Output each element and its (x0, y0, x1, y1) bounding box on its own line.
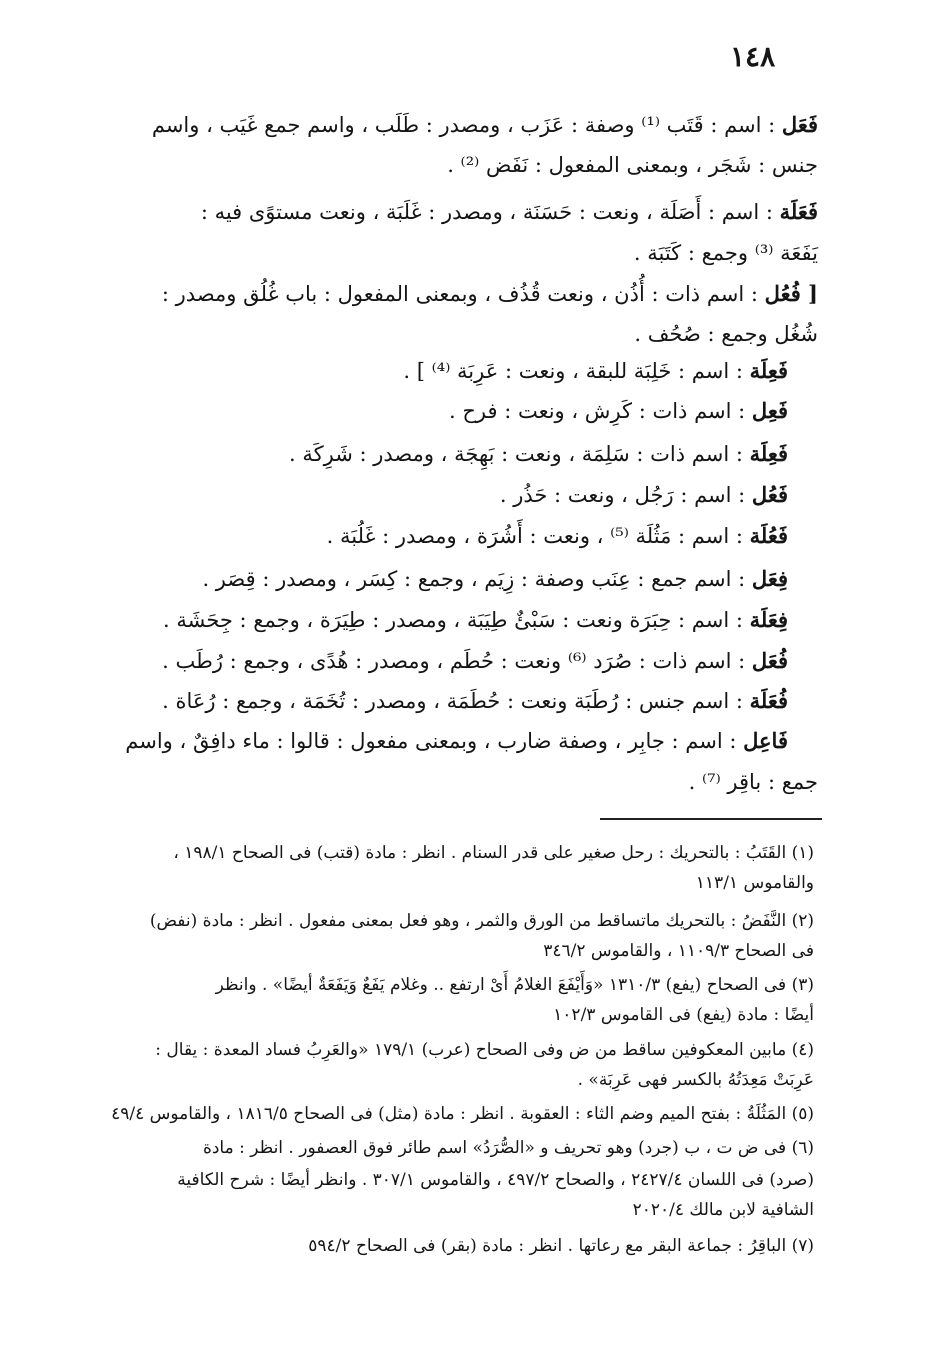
footnote-line: عَرِبَتْ مَعِدَتُهُ بالكسر فهى عَرِبَة» . (577, 1070, 814, 1090)
headword: فُعَل (751, 648, 788, 673)
body-line (118, 769, 818, 794)
body-line (118, 152, 818, 177)
body-line (118, 648, 788, 673)
body-line (118, 240, 818, 265)
body-text: جمع : باقِر ⁽⁷⁾ . (688, 770, 818, 794)
headword: فَعَل (781, 112, 818, 137)
footnote-line: (٦) فى ض ت ، ب (جرد) وهو تحريف و «الصُّرَدُ» اسم طائر فوق العصفور . انظر : مادة (202, 1138, 814, 1158)
body-text: شُغُل وجمع : صُحُف . (634, 322, 818, 346)
body-line (118, 358, 788, 383)
headword: فَعِلَة (749, 441, 788, 466)
body-text: : اسم : مَثُلَة ⁽⁵⁾ ، ونعت : أَشُرَة ، ومصدر : غَلُبَة . (326, 524, 750, 548)
footnote-line: الشافية لابن مالك ٢٠٢٠/٤ (632, 1200, 814, 1220)
body-text: : اسم ذات : سَلِمَة ، ونعت : بَهِجَة ، ومصدر : شَرِكَة . (289, 442, 750, 466)
body-line (118, 281, 818, 306)
footnote-line: (٤) مابين المعكوفين ساقط من ض وفى الصحاح (عرب) ١٧٩/١ «والعَرِبُ فساد المعدة : يقال : (155, 1040, 814, 1060)
body-text: : اسم ذات : كَرِش ، ونعت : فرح . (448, 399, 752, 423)
footnote-line: (٥) المَثُلَةُ : بفتح الميم وضم الثاء : العقوبة . انظر : مادة (مثل) فى الصحاح ١٨١٦/٥ ، والقاموس ٤٩/٤ (111, 1104, 814, 1124)
body-line (118, 728, 788, 753)
body-line (118, 112, 818, 137)
body-text: : اسم : أَصَلَة ، ونعت : حَسَنَة ، ومصدر : غَلَبَة ، ونعت مستوًى فيه : (200, 200, 780, 224)
body-text: يَفَعَة ⁽³⁾ وجمع : كَتَبَة . (633, 241, 818, 265)
headword: فُعَلَة (749, 688, 788, 713)
headword: فَعِل (751, 398, 788, 423)
body-line (118, 607, 788, 632)
headword: فَعِلَة (749, 358, 788, 383)
body-text: : اسم : حِبَرَة ونعت : سَبْئٌ طِيَبَة ، ومصدر : طِيَرَة ، وجمع : جِحَشَة . (163, 608, 750, 632)
footnote-line: (٣) فى الصحاح (يفع) ١٣١٠/٣ «وَأَيْفَعَ الغلامُ أَىْ ارتفع .. وغلام يَفَعٌ وَيَفَعَةٌ أيضًا» . وانظر (215, 975, 814, 995)
body-text: : اسم ذات : صُرَد ⁽⁶⁾ ونعت : حُطَم ، ومصدر : هُدًى ، وجمع : رُطَب . (162, 649, 752, 673)
headword: فَعُلَة (749, 523, 788, 548)
body-line (118, 398, 788, 423)
body-line (118, 321, 818, 346)
body-text: : اسم جمع : عِنَب وصفة : زِيَم ، وجمع : كِسَر ، ومصدر : قِصَر . (202, 567, 752, 591)
body-line (118, 688, 788, 713)
body-line (118, 199, 818, 224)
headword: فِعَلَة (749, 607, 788, 632)
body-line (118, 441, 788, 466)
headword: فَعَلَة (779, 199, 818, 224)
body-text: : اسم : جابِر ، وصفة ضارب ، وبمعنى مفعول : قالوا : ماء دافِقٌ ، واسم (125, 729, 744, 753)
footnote-line: (صرد) فى اللسان ٢٤٢٧/٤ ، والصحاح ٤٩٧/٢ ، والقاموس ٣٠٧/١ . وانظر أيضًا : شرح الكافية (177, 1170, 814, 1190)
footnote-line: (٢) النَّفَضُ : بالتحريك ماتساقط من الورق والثمر ، وهو فعل بمعنى مفعول . انظر : مادة (نفض) (149, 911, 814, 931)
headword: فِعَل (751, 566, 788, 591)
body-line (118, 566, 788, 591)
body-line (118, 523, 788, 548)
body-text: : اسم : رَجُل ، ونعت : حَذُر . (499, 483, 752, 507)
footnote-line: (١) القَتَبُ : بالتحريك : رحل صغير على قدر السنام . انظر : مادة (قتب) فى الصحاح ١٩٨/١ ، (173, 843, 814, 863)
footnote-line: فى الصحاح ١١٠٩/٣ ، والقاموس ٣٤٦/٢ (543, 941, 814, 961)
page-number: ١٤٨ (730, 40, 776, 73)
footnote-line: أيضًا : مادة (يفع) فى القاموس ١٠٢/٣ (553, 1005, 814, 1025)
body-text: : اسم ذات : أُذُن ، ونعت قُذُف ، وبمعنى المفعول : باب غُلُق ومصدر : (161, 282, 765, 306)
body-text: : اسم جنس : رُطَبَة ونعت : حُطَمَة ، ومصدر : تُخَمَة ، وجمع : رُعَاة . (162, 689, 750, 713)
footnote-line: (٧) الباقِرُ : جماعة البقر مع رعاتها . انظر : مادة (بقر) فى الصحاح ٥٩٤/٢ (308, 1236, 814, 1256)
footnote-separator (600, 818, 822, 820)
headword: فَاعِل (743, 728, 788, 753)
body-text: : اسم : خَلِبَة للبقة ، ونعت : عَرِبَة ⁽⁴⁾ ] . (403, 359, 750, 383)
body-text: جنس : شَجَر ، وبمعنى المفعول : نَفَض ⁽²⁾ . (447, 153, 818, 177)
footnote-line: والقاموس ١١٣/١ (695, 873, 814, 893)
body-line (118, 482, 788, 507)
body-text: : اسم : قَتَب ⁽¹⁾ وصفة : عَزَب ، ومصدر : طَلَب ، واسم جمع غَيَب ، واسم (151, 113, 782, 137)
headword: فَعُل (751, 482, 788, 507)
headword: [ فُعُل (764, 281, 818, 306)
